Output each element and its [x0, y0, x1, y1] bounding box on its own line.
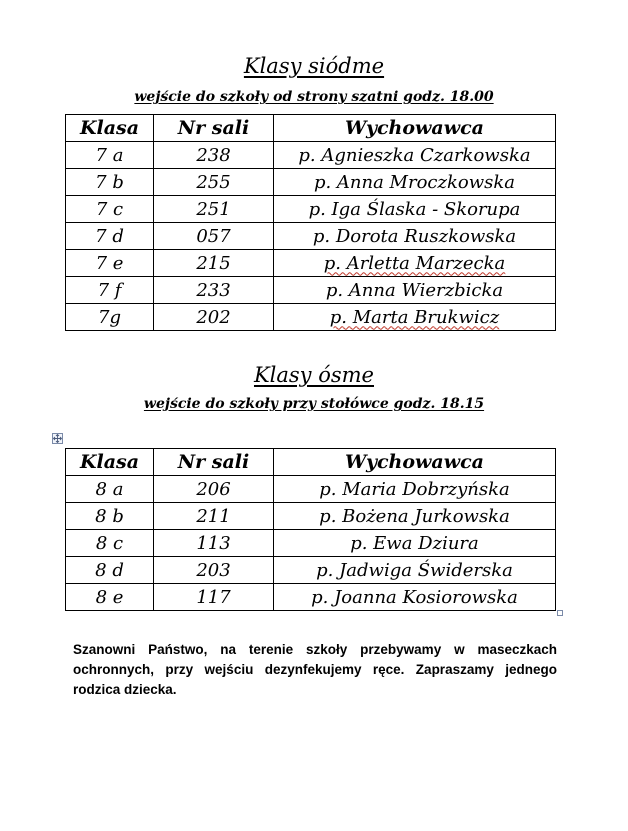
header-wychowawca: Wychowawca: [274, 449, 556, 476]
section2-table: [65, 448, 556, 611]
class-cell: 7 e: [66, 250, 154, 277]
room-cell: 238: [154, 142, 274, 169]
teacher-cell: p. Maria Dobrzyńska: [274, 476, 556, 503]
teacher-cell: [274, 304, 556, 331]
teacher-cell: p. Joanna Kosiorowska: [274, 584, 556, 611]
header-klasa: Klasa: [66, 115, 154, 142]
room-cell: 057: [154, 223, 274, 250]
class-cell: 8 e: [66, 584, 154, 611]
table-row: [66, 530, 556, 557]
room-cell: 233: [154, 277, 274, 304]
resize-square-icon[interactable]: [557, 610, 563, 616]
class-cell: 8 a: [66, 476, 154, 503]
section1-subtitle: wejście do szkoły od strony szatni godz. 18.00: [134, 89, 494, 105]
table-row: [66, 476, 556, 503]
teacher-cell: p. Jadwiga Świderska: [274, 557, 556, 584]
room-cell: 113: [154, 530, 274, 557]
room-cell: 211: [154, 503, 274, 530]
teacher-cell: [274, 250, 556, 277]
teacher-name-spellcheck: p. Arletta Marzecka: [323, 252, 506, 274]
table-row: [66, 250, 556, 277]
move-arrows-icon[interactable]: [52, 433, 63, 444]
class-cell: 7 b: [66, 169, 154, 196]
teacher-cell: p. Iga Ślaska - Skorupa: [274, 196, 556, 223]
class-cell: 7g: [66, 304, 154, 331]
class-cell: 7 f: [66, 277, 154, 304]
room-cell: 202: [154, 304, 274, 331]
class-cell: 8 d: [66, 557, 154, 584]
class-cell: 8 c: [66, 530, 154, 557]
table-row: [66, 557, 556, 584]
header-wychowawca: Wychowawca: [274, 115, 556, 142]
teacher-cell: p. Anna Mroczkowska: [274, 169, 556, 196]
class-cell: 7 c: [66, 196, 154, 223]
room-cell: 206: [154, 476, 274, 503]
table-header-row: [66, 115, 556, 142]
section1-title: Klasy siódme: [243, 54, 385, 78]
parents-note: Szanowni Państwo, na terenie szkoły przebywamy w maseczkach ochronnych, przy wejściu dezynfekujemy ręce. Zapraszamy jednego rodzica dziecka.: [73, 642, 557, 697]
room-cell: 203: [154, 557, 274, 584]
teacher-cell: p. Bożena Jurkowska: [274, 503, 556, 530]
table-row: [66, 196, 556, 223]
table-row: [66, 142, 556, 169]
teacher-cell: p. Dorota Ruszkowska: [274, 223, 556, 250]
teacher-cell: p. Ewa Dziura: [274, 530, 556, 557]
header-klasa: Klasa: [66, 449, 154, 476]
class-cell: 7 a: [66, 142, 154, 169]
room-cell: 255: [154, 169, 274, 196]
table-row: [66, 304, 556, 331]
section2-subtitle: wejście do szkoły przy stołówce godz. 18.15: [143, 396, 485, 412]
teacher-cell: p. Agnieszka Czarkowska: [274, 142, 556, 169]
table-row: [66, 277, 556, 304]
room-cell: 251: [154, 196, 274, 223]
room-cell: 117: [154, 584, 274, 611]
table-row: [66, 584, 556, 611]
section1-table: [65, 114, 556, 331]
class-cell: 8 b: [66, 503, 154, 530]
class-cell: 7 d: [66, 223, 154, 250]
teacher-name-spellcheck: p. Marta Brukwicz: [329, 306, 500, 328]
table-header-row: [66, 449, 556, 476]
room-cell: 215: [154, 250, 274, 277]
section2-title: Klasy ósme: [253, 363, 374, 387]
table-row: [66, 169, 556, 196]
table-row: [66, 223, 556, 250]
teacher-cell: p. Anna Wierzbicka: [274, 277, 556, 304]
header-nr-sali: Nr sali: [154, 115, 274, 142]
header-nr-sali: Nr sali: [154, 449, 274, 476]
table-row: [66, 503, 556, 530]
